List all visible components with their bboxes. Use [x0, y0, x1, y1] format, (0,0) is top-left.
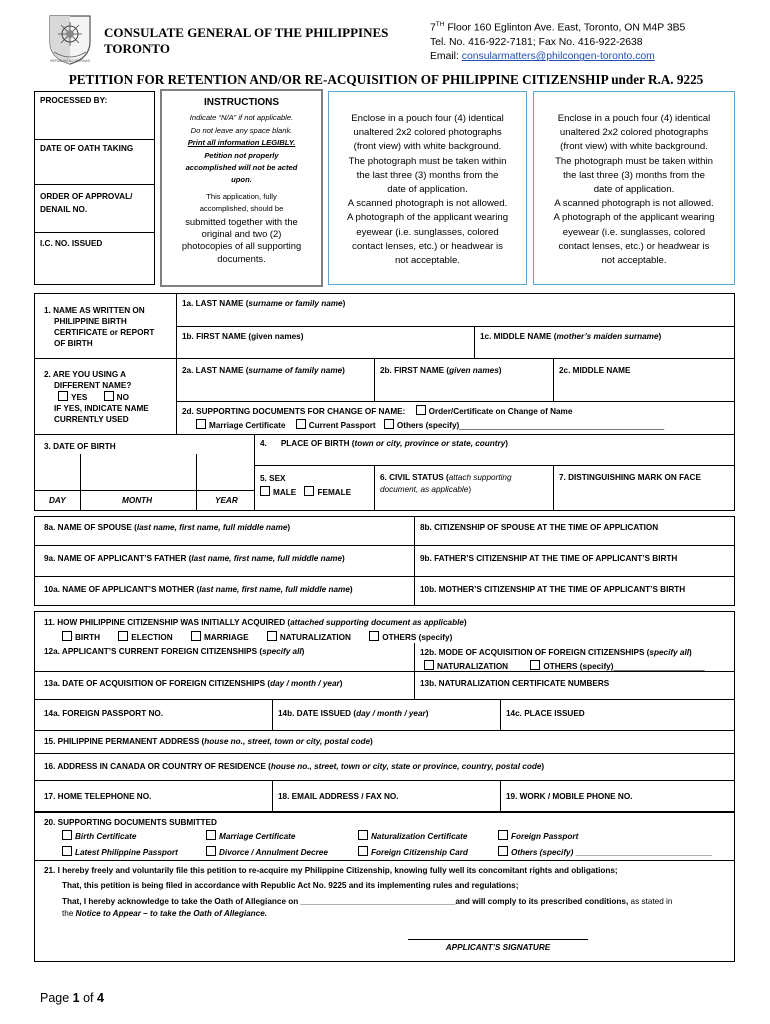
- declaration-line1: 21. I hereby freely and voluntarily file this petition to re-acquire my Philippine Citizenship, knowing fully well its concomitant rights and obligations;: [44, 866, 618, 875]
- marriage-checkbox[interactable]: [191, 631, 201, 641]
- office-use-box: [34, 91, 155, 285]
- email-link[interactable]: consularmatters@philcongen-toronto.com: [461, 51, 655, 63]
- other-last-name-field[interactable]: 2a. LAST NAME (surname of family name): [182, 366, 345, 375]
- male-checkbox[interactable]: [260, 486, 270, 496]
- others-checkbox[interactable]: [369, 631, 379, 641]
- order-approval-label: ORDER OF APPROVAL/ DENAIL NO.: [40, 192, 133, 214]
- sex-field: 5. SEX MALE FEMALE: [260, 474, 352, 497]
- signature-line[interactable]: [408, 939, 588, 940]
- spouse-name-field[interactable]: 8a. NAME OF SPOUSE (last name, first name, full middle name): [44, 523, 291, 532]
- place-of-birth-field[interactable]: 4. PLACE OF BIRTH (town or city, province or state, country): [260, 439, 509, 448]
- passport-place-field[interactable]: 14c. PLACE ISSUED: [506, 709, 585, 718]
- divorce-decree-checkbox[interactable]: [206, 846, 216, 856]
- sec1-label: 1. NAME AS WRITTEN ON PHILIPPINE BIRTH CERTIFICATE or REPORT OF BIRTH: [44, 306, 155, 348]
- work-phone-field[interactable]: 19. WORK / MOBILE PHONE NO.: [506, 792, 633, 801]
- consulate-phone: Tel. No. 416-922-7181; Fax No. 416-922-2638: [430, 36, 643, 48]
- other-middle-name-field[interactable]: 2c. MIDDLE NAME: [559, 366, 631, 375]
- declaration-line3: That, I hereby acknowledge to take the Oath of Allegiance on __________________________________and will comply to its prescribed conditions, as stated in: [62, 897, 673, 906]
- dob-month-field[interactable]: MONTH: [122, 496, 153, 505]
- first-name-field[interactable]: 1b. FIRST NAME (given names): [182, 332, 304, 341]
- distinguishing-mark-field[interactable]: 7. DISTINGUISHING MARK ON FACE: [559, 473, 701, 482]
- residence-address-field[interactable]: 16. ADDRESS IN CANADA OR COUNTRY OF RESIDENCE (house no., street, town or city, state or province, country, postal code): [44, 762, 545, 771]
- father-name-field[interactable]: 9a. NAME OF APPLICANT’S FATHER (last name, first name, full middle name): [44, 554, 345, 563]
- other-first-name-field[interactable]: 2b. FIRST NAME (given names): [380, 366, 502, 375]
- ph-address-field[interactable]: 15. PHILIPPINE PERMANENT ADDRESS (house no., street, town or city, postal code): [44, 737, 373, 746]
- birth-cert-checkbox[interactable]: [62, 830, 72, 840]
- signature-label: APPLICANT’S SIGNATURE: [445, 943, 551, 952]
- acquisition-date-field[interactable]: 13a. DATE OF ACQUISITION OF FOREIGN CITIZENSHIPS (day / month / year): [44, 679, 343, 688]
- declaration-line2: That, this petition is being filed in accordance with Republic Act No. 9225 and its implementing rules and regulations;: [62, 881, 519, 890]
- instructions-heading: INSTRUCTIONS: [204, 97, 279, 108]
- no-checkbox[interactable]: [104, 391, 114, 401]
- election-checkbox[interactable]: [118, 631, 128, 641]
- mother-name-field[interactable]: 10a. NAME OF APPLICANT’S MOTHER (last name, first name, full middle name): [44, 585, 353, 594]
- dob-year-field[interactable]: YEAR: [215, 496, 238, 505]
- naturalization-cert-checkbox[interactable]: [358, 830, 368, 840]
- current-passport-checkbox[interactable]: [296, 419, 306, 429]
- naturalization-checkbox[interactable]: [267, 631, 277, 641]
- yes-checkbox[interactable]: [58, 391, 68, 401]
- middle-name-field[interactable]: 1c. MIDDLE NAME (mother’s maiden surname): [480, 332, 662, 341]
- mode-of-acquisition-field: 12b. MODE OF ACQUISITION OF FOREIGN CITIZENSHIPS (specify all) NATURALIZATION OTHERS (specify)____________________: [420, 648, 705, 671]
- others-specify-checkbox[interactable]: [384, 419, 394, 429]
- sec2-label: 2. ARE YOU USING A DIFFERENT NAME? YES NO IF YES, INDICATE NAME CURRENTLY USED: [44, 370, 149, 424]
- mother-citizenship-field[interactable]: 10b. MOTHER’S CITIZENSHIP AT THE TIME OF APPLICANT’S BIRTH: [420, 585, 686, 594]
- foreign-naturalization-checkbox[interactable]: [424, 660, 434, 670]
- date-of-birth-label: 3. DATE OF BIRTH: [44, 442, 116, 451]
- naturalization-cert-field[interactable]: 13b. NATURALIZATION CERTIFICATE NUMBERS: [420, 679, 610, 688]
- declaration-line4: the Notice to Appear – to take the Oath of Allegiance.: [62, 909, 268, 918]
- foreign-citizenships-field[interactable]: 12a. APPLICANT’S CURRENT FOREIGN CITIZENSHIPS (specify all): [44, 647, 305, 656]
- home-phone-field[interactable]: 17. HOME TELEPHONE NO.: [44, 792, 152, 801]
- spouse-citizenship-field[interactable]: 8b. CITIZENSHIP OF SPOUSE AT THE TIME OF APPLICATION: [420, 523, 659, 532]
- order-certificate-checkbox[interactable]: [416, 405, 426, 415]
- civil-status-field[interactable]: 6. CIVIL STATUS (attach supporting document, as applicable): [380, 473, 512, 494]
- passport-no-field[interactable]: 14a. FOREIGN PASSPORT NO.: [44, 709, 164, 718]
- last-name-field[interactable]: 1a. LAST NAME (surname or family name): [182, 299, 346, 308]
- passport-date-field[interactable]: 14b. DATE ISSUED (day / month / year): [278, 709, 429, 718]
- supporting-docs-label: 20. SUPPORTING DOCUMENTS SUBMITTED: [44, 818, 217, 827]
- oath-date-field[interactable]: __________________________________: [300, 897, 456, 906]
- org-city: TORONTO: [104, 41, 170, 56]
- seal-logo: [46, 12, 94, 66]
- latest-ph-passport-checkbox[interactable]: [62, 846, 72, 856]
- ic-no-label: I.C. NO. ISSUED: [40, 239, 103, 248]
- email-fax-field[interactable]: 18. EMAIL ADDRESS / FAX NO.: [278, 792, 399, 801]
- birth-checkbox[interactable]: [62, 631, 72, 641]
- acquisition-mode-label: 11. HOW PHILIPPINE CITIZENSHIP WAS INITIALLY ACQUIRED (attached supporting document as applicable) BIRTH ELECTION MARRIAGE NATURALIZATION OTHERS (specify): [44, 618, 467, 642]
- consulate-email-line: Email: consularmatters@philcongen-toronto.com: [430, 51, 655, 63]
- foreign-others-checkbox[interactable]: [530, 660, 540, 670]
- seal-text: REPUBLIKA NG PILIPINAS: [50, 59, 90, 63]
- dob-day-field[interactable]: DAY: [49, 496, 66, 505]
- foreign-passport-checkbox[interactable]: [498, 830, 508, 840]
- form-title: PETITION FOR RETENTION AND/OR RE-ACQUISITION OF PHILIPPINE CITIZENSHIP under R.A. 9225: [68, 72, 704, 87]
- page-number: Page 1 of 4: [40, 991, 104, 1005]
- supporting-docs-change-name: 2d. SUPPORTING DOCUMENTS FOR CHANGE OF NAME: Order/Certificate on Change of Name Marriage Certificate Current Passport Others (specify)_____________________________________________: [182, 407, 665, 430]
- org-name: CONSULATE GENERAL OF THE PHILIPPINES: [104, 25, 389, 40]
- marriage-cert2-checkbox[interactable]: [206, 830, 216, 840]
- date-of-oath-label: DATE OF OATH TAKING: [40, 144, 134, 153]
- processed-by-label: PROCESSED BY:: [40, 96, 108, 105]
- female-checkbox[interactable]: [304, 486, 314, 496]
- photo-box-1-text: Enclose in a pouch four (4) identical unaltered 2x2 colored photographs (front view) with white background. The photograph must be taken within the last three (3) months from the date of application. A scanned photograph is not allowed. A photograph of the applicant wearing eyewear (i.e. sunglasses, colored contact lenses, etc.) or headwear is not acceptable.: [346, 113, 509, 267]
- father-citizenship-field[interactable]: 9b. FATHER’S CITIZENSHIP AT THE TIME OF APPLICANT’S BIRTH: [420, 554, 678, 563]
- photo-box-2-text: Enclose in a pouch four (4) identical unaltered 2x2 colored photographs (front view) with white background. The photograph must be taken within the last three (3) months from the date of application. A scanned photograph is not allowed. A photograph of the applicant wearing eyewear (i.e. sunglasses, colored contact lenses, etc.) or headwear is not acceptable.: [553, 113, 715, 267]
- marriage-cert-checkbox[interactable]: [196, 419, 206, 429]
- consulate-address: 7TH Floor 160 Eglinton Ave. East, Toronto, ON M4P 3B5: [430, 21, 686, 34]
- instructions-text: INSTRUCTIONS Indicate “N/A” if not applicable. Do not leave any space blank. Print all information LEGIBLY. Petition not properly accomplished will not be acted upon. This application, fully accomplished, should be submitted together with the original and two (2) photocopies of all supporting documents.: [164, 97, 319, 265]
- docs-others-checkbox[interactable]: [498, 846, 508, 856]
- foreign-card-checkbox[interactable]: [358, 846, 368, 856]
